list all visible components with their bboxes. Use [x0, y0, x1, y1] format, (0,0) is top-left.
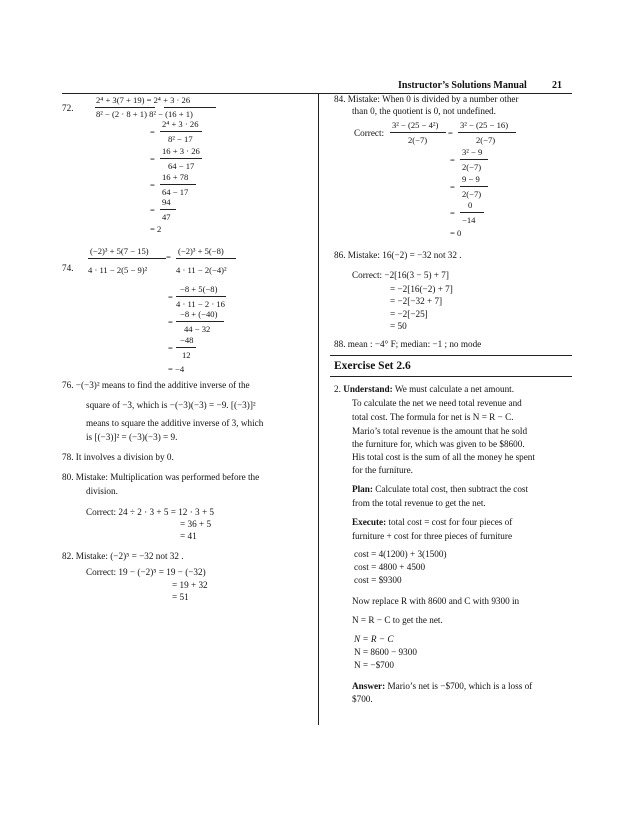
text-line: 80. Mistake: Multiplication was performed before the — [62, 472, 260, 482]
section-rule-top — [330, 355, 572, 356]
equation-line: = 50 — [390, 321, 407, 331]
text-line: square of −3, which is −(−3)(−3) = −9. [(−3)]² — [86, 400, 256, 410]
fraction-bar — [390, 132, 446, 133]
fraction-bar — [160, 158, 202, 159]
equation-line: = −2[16(−2) + 7] — [390, 284, 453, 294]
page-number: 21 — [552, 80, 562, 91]
equation-line: cost = $9300 — [354, 575, 402, 585]
step-label: Plan: — [352, 484, 373, 494]
problem-78: 78. It involves a division by 0. — [62, 452, 174, 462]
text-line: total cost = cost for four pieces of — [386, 517, 513, 527]
numerator: 3² − (25 − 4²) — [392, 120, 439, 130]
problem-88: 88. mean : −4° F; median: −1 ; no mode — [334, 339, 482, 349]
numerator: (−2)³ + 5(−8) — [178, 246, 224, 256]
equation-line: = 51 — [172, 592, 189, 602]
correct-label: Correct: — [354, 128, 385, 138]
text-line: 82. Mistake: (−2)⁵ = −32 not 32 . — [62, 551, 184, 561]
numerator: 16 + 78 — [162, 172, 189, 182]
denominator: 4 · 11 − 2(−4)² — [176, 265, 227, 275]
equation-line: Correct: 19 − (−2)⁵ = 19 − (−32) — [86, 567, 206, 577]
section-rule-bottom — [330, 376, 572, 377]
text-line: Mario’s net is −$700, which is a loss of — [385, 681, 533, 691]
numerator: 0 — [468, 200, 473, 210]
text-line: Now replace R with 8600 and C with 9300 in — [352, 596, 520, 606]
text-line: His total cost is the sum of all the money he spent — [352, 452, 535, 462]
problem-number: 2. — [334, 384, 344, 394]
fraction-bar — [176, 321, 224, 322]
text-line: To calculate the net we need total revenue and — [352, 398, 522, 408]
expression-line: 2⁴ + 3(7 + 19) = 2⁴ + 3 · 26 — [96, 95, 191, 105]
numerator: −8 + 5(−8) — [180, 284, 218, 294]
text-line: furniture + cost for three pieces of furniture — [352, 531, 513, 541]
denominator: 64 − 17 — [168, 161, 195, 171]
numerator: 94 — [162, 197, 171, 207]
text-line: total cost. The formula for net is N = R − C. — [352, 412, 514, 422]
denominator: 47 — [162, 212, 171, 222]
column-divider — [318, 93, 319, 725]
denominator: 2(−7) — [462, 189, 482, 199]
denominator: 44 − 32 — [184, 324, 211, 334]
equation-line: = 36 + 5 — [180, 519, 212, 529]
problem-number: 72. — [62, 103, 74, 113]
text-line: for the furniture. — [352, 465, 413, 475]
fraction-bar — [460, 159, 488, 160]
expression-line: 8² − (2 · 8 + 1) 8² − (16 + 1) — [96, 109, 193, 119]
fraction-bar — [458, 132, 516, 133]
denominator: 2(−7) — [476, 135, 496, 145]
numerator: 3² − (25 − 16) — [460, 120, 509, 130]
fraction-bar — [160, 209, 176, 210]
equation-line: N = R − C — [354, 634, 394, 644]
step-label: Understand: — [343, 384, 393, 394]
fraction-bar — [176, 296, 226, 297]
fraction-bar — [460, 212, 484, 213]
text-line: the furniture for, which was given to be $8600. — [352, 439, 525, 449]
equation-line: cost = 4800 + 4500 — [354, 562, 426, 572]
result: = 2 — [150, 224, 162, 234]
text-line: Mario’s total revenue is the amount that he sold — [352, 426, 528, 436]
text-line: division. — [86, 486, 118, 496]
fraction-bar — [95, 107, 155, 108]
fraction-bar — [88, 258, 166, 259]
header-title: Instructor’s Solutions Manual — [398, 80, 527, 91]
denominator: 4 · 11 − 2 · 16 — [176, 299, 225, 309]
text-line: means to square the additive inverse of 3, which — [86, 418, 264, 428]
equation-line: = −2[−25] — [390, 309, 428, 319]
numerator: 3² − 9 — [462, 147, 483, 157]
step-label: Execute: — [352, 517, 387, 527]
equation-line: Correct: 24 ÷ 2 · 3 + 5 = 12 · 3 + 5 — [86, 507, 215, 517]
denominator: 12 — [182, 350, 191, 360]
result: = −4 — [168, 364, 185, 374]
problem-number: 74. — [62, 263, 74, 273]
equation-line: cost = 4(1200) + 3(1500) — [354, 549, 447, 559]
equation-line: N = −$700 — [354, 660, 394, 670]
section-heading: Exercise Set 2.6 — [334, 360, 411, 372]
text-line: 76. −(−3)² means to find the additive inverse of the — [62, 380, 250, 390]
denominator: 2(−7) — [462, 162, 482, 172]
text-line: N = R − C to get the net. — [352, 615, 443, 625]
equation-line: = 19 + 32 — [172, 580, 208, 590]
text-line: Calculate total cost, then subtract the cost — [372, 484, 529, 494]
text-line: 84. Mistake: When 0 is divided by a number other — [334, 94, 519, 104]
numerator: 9 − 9 — [462, 174, 480, 184]
denominator: 2(−7) — [408, 135, 428, 145]
equation-line: = −2[−32 + 7] — [390, 296, 443, 306]
denominator: −14 — [462, 215, 476, 225]
text-line: from the total revenue to get the net. — [352, 498, 486, 508]
numerator: (−2)³ + 5(7 − 15) — [90, 246, 149, 256]
fraction-bar — [164, 107, 216, 108]
step-label: Answer: — [352, 681, 386, 691]
fraction-bar — [176, 258, 236, 259]
text-line: is [(−3)]² = (−3)(−3) = 9. — [86, 432, 178, 442]
numerator: 16 + 3 · 26 — [162, 146, 200, 156]
fraction-bar — [160, 184, 196, 185]
fraction-bar — [160, 131, 202, 132]
denominator: 4 · 11 − 2(5 − 9)² — [88, 265, 148, 275]
result: = 0 — [450, 228, 462, 238]
numerator: 2⁴ + 3 · 26 — [162, 119, 199, 129]
fraction-bar — [460, 186, 488, 187]
numerator: −48 — [180, 335, 194, 345]
denominator: 64 − 17 — [162, 187, 189, 197]
denominator: 8² − 17 — [168, 134, 193, 144]
text-line: 86. Mistake: 16(−2) = −32 not 32 . — [334, 250, 462, 260]
text-line: $700. — [352, 694, 373, 704]
fraction-bar — [176, 347, 196, 348]
equation-line: N = 8600 − 9300 — [354, 647, 417, 657]
equation-line: = 41 — [180, 531, 197, 541]
equation-line: Correct: −2[16(3 − 5) + 7] — [352, 270, 449, 280]
text-line: We must calculate a net amount. — [392, 384, 515, 394]
text-line: than 0, the quotient is 0, not undefined. — [352, 106, 496, 116]
numerator: −8 + (−40) — [180, 309, 218, 319]
